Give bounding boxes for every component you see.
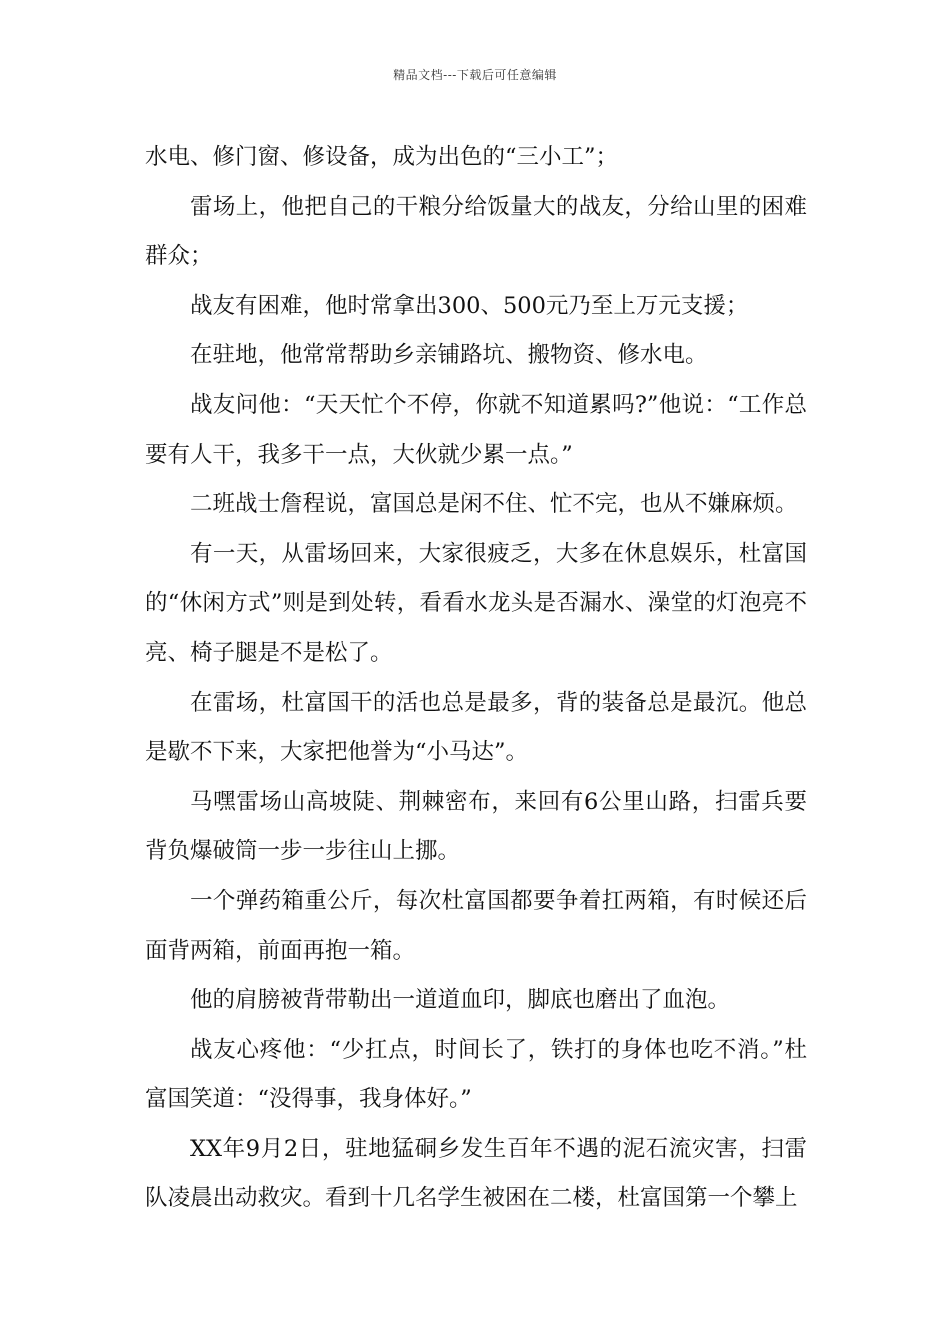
paragraph: 有一天，从雷场回来，大家很疲乏，大多在休息娱乐，杜富国的“休闲方式”则是到处转，看看水龙头是否漏水、澡堂的灯泡亮不亮、椅子腿是不是松了。	[145, 540, 807, 666]
paragraph: 雷场上，他把自己的干粮分给饭量大的战友，分给山里的困难群众；	[145, 193, 807, 270]
paragraph: 战友心疼他：“少扛点，时间长了，铁打的身体也吃不消。”杜富国笑道：“没得事，我身体好。”	[145, 1036, 807, 1113]
page-header: 精品文档---下载后可任意编辑	[393, 68, 557, 82]
paragraph: 一个弹药箱重公斤，每次杜富国都要争着扛两箱，有时候还后面背两箱，前面再抱一箱。	[145, 887, 807, 964]
paragraph: 战友有困难，他时常拿出300、500元乃至上万元支援；	[190, 292, 749, 319]
paragraph: XX年9月2日，驻地猛硐乡发生百年不遇的泥石流灾害，扫雷队凌晨出动救灾。看到十几名学生被困在二楼，杜富国第一个攀上	[145, 1135, 807, 1212]
paragraph: 战友问他：“天天忙个不停，你就不知道累吗?”他说：“工作总要有人干，我多干一点，大伙就少累一点。”	[145, 391, 807, 468]
document-body	[145, 133, 807, 1224]
paragraph: 在雷场，杜富国干的活也总是最多，背的装备总是最沉。他总是歇不下来，大家把他誉为“小马达”。	[145, 689, 807, 766]
paragraph: 水电、修门窗、修设备，成为出色的“三小工”；	[145, 144, 619, 170]
paragraph: 他的肩膀被背带勒出一道道血印，脚底也磨出了血泡。	[190, 987, 731, 1014]
paragraph: 马嘿雷场山高坡陡、荆棘密布，来回有6公里山路，扫雷兵要背负爆破筒一步一步往山上挪。	[145, 788, 807, 865]
paragraph: 二班战士詹程说，富国总是闲不住、忙不完，也从不嫌麻烦。	[190, 491, 798, 518]
paragraph: 在驻地，他常常帮助乡亲铺路坑、搬物资、修水电。	[190, 342, 708, 369]
